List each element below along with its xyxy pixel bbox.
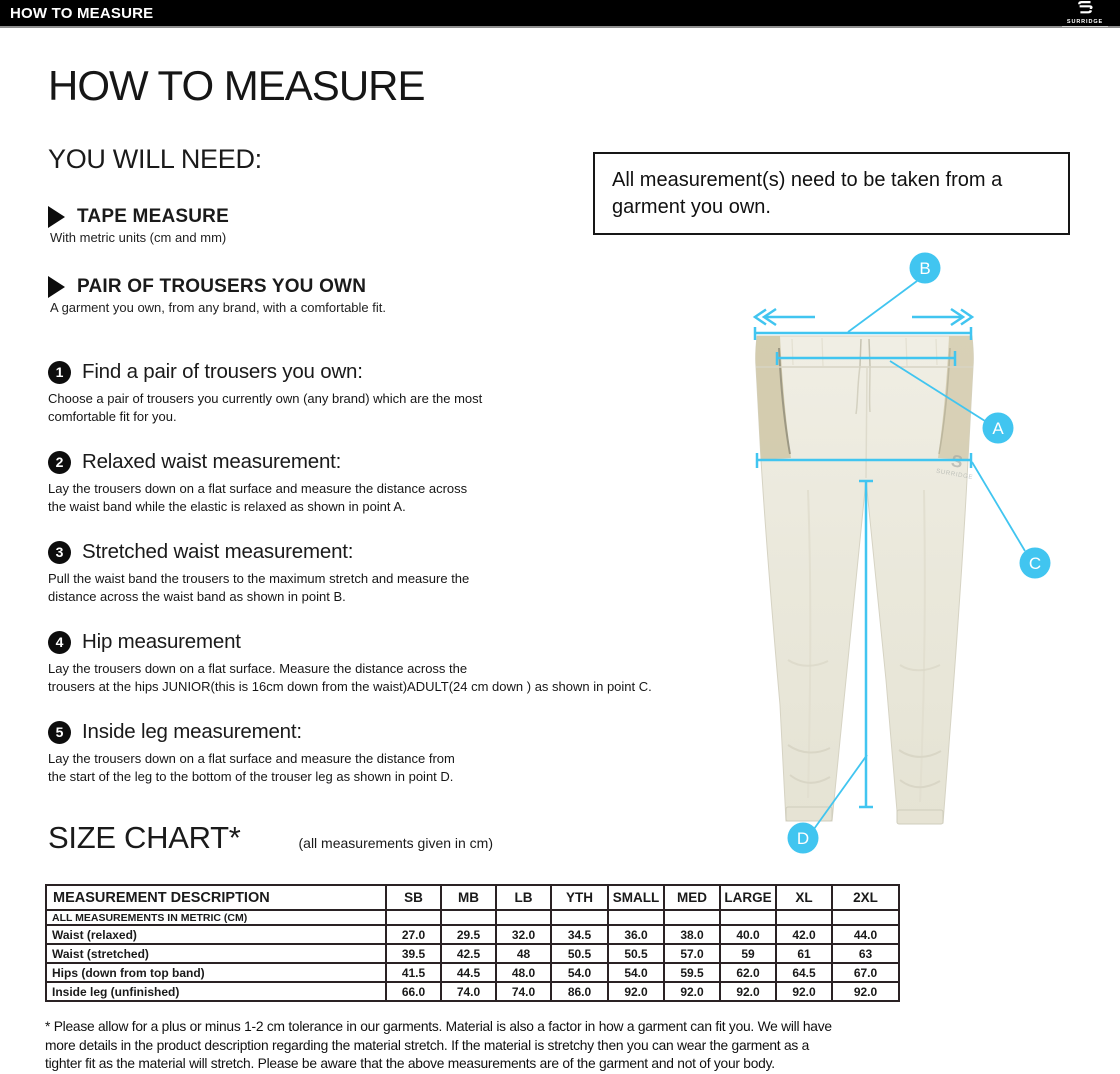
row-label: Inside leg (unfinished) (46, 982, 386, 1001)
table-cell: 63 (832, 944, 899, 963)
table-cell: 59.5 (664, 963, 720, 982)
need-item-label: TAPE MEASURE (77, 206, 229, 227)
label-d: D (796, 829, 810, 848)
step-body-line: trousers at the hips JUNIOR(this is 16cm down from the waist)ADULT(24 cm down ) as shown in point C. (48, 679, 652, 695)
table-cell: 42.5 (441, 944, 496, 963)
footnote-line: * Please allow for a plus or minus 1-2 cm tolerance in our garments. Material is also a factor in how a garment can fit you. We will have (45, 1019, 832, 1034)
table-metric-row (46, 910, 899, 925)
table-header-cell: SMALL (608, 885, 664, 910)
size-chart-note: (all measurements given in cm) (298, 835, 494, 851)
callout-box (593, 152, 1070, 235)
top-header-bar (0, 0, 1120, 28)
label-a: A (992, 419, 1004, 438)
table-cell: 74.0 (441, 982, 496, 1001)
surridge-logo-icon (1077, 1, 1094, 14)
play-triangle-icon (48, 276, 65, 298)
table-cell: 61 (776, 944, 832, 963)
need-item-description: With metric units (cm and mm) (50, 230, 227, 245)
step-body-line: comfortable fit for you. (48, 409, 177, 425)
table-cell: 92.0 (832, 982, 899, 1001)
table-row (46, 925, 899, 944)
table-cell-empty (664, 910, 720, 925)
table-cell: 74.0 (496, 982, 551, 1001)
step-3 (48, 540, 748, 630)
table-cell: 44.5 (441, 963, 496, 982)
table-header-cell: MED (664, 885, 720, 910)
step-title: Find a pair of trousers you own: (82, 360, 363, 383)
leader-line-b (848, 281, 917, 332)
step-title: Inside leg measurement: (82, 720, 302, 743)
need-item-label: PAIR OF TROUSERS YOU OWN (77, 276, 367, 297)
steps-section (48, 360, 748, 810)
table-cell: 62.0 (720, 963, 776, 982)
table-cell-empty (496, 910, 551, 925)
step-number-badge: 1 (48, 361, 71, 384)
trousers-diagram (700, 240, 1120, 872)
table-cell: 59 (720, 944, 776, 963)
size-table (45, 884, 900, 1002)
footnote-line: more details in the product description regarding the material stretch. If the material is stretchy then you can wear the garment as a (45, 1037, 810, 1053)
you-will-need-heading: YOU WILL NEED: (48, 144, 262, 174)
step-number-badge: 4 (48, 631, 71, 654)
size-chart-section (48, 820, 493, 856)
table-cell: 42.0 (776, 925, 832, 944)
table-header-cell: XL (776, 885, 832, 910)
table-header-cell: YTH (551, 885, 608, 910)
row-label: Waist (stretched) (46, 944, 386, 963)
brand-logo (1062, 1, 1108, 27)
row-label: Hips (down from top band) (46, 963, 386, 982)
topbar-title: HOW TO MEASURE (10, 5, 154, 22)
table-cell: 34.5 (551, 925, 608, 944)
step-4 (48, 630, 748, 720)
table-cell: 27.0 (386, 925, 441, 944)
table-cell: 67.0 (832, 963, 899, 982)
need-item-trousers (48, 276, 688, 315)
table-cell: 36.0 (608, 925, 664, 944)
step-number-badge: 2 (48, 451, 71, 474)
table-cell-empty (551, 910, 608, 925)
need-item-tape-measure (48, 206, 688, 245)
step-body-line: the waist band while the elastic is relaxed as shown in point A. (48, 499, 406, 515)
step-2 (48, 450, 748, 540)
leader-line-c (972, 462, 1025, 551)
table-cell: 48 (496, 944, 551, 963)
table-cell-empty (386, 910, 441, 925)
table-header-cell: MB (441, 885, 496, 910)
table-row (46, 982, 899, 1001)
table-cell: 29.5 (441, 925, 496, 944)
step-body-line: Pull the waist band the trousers to the maximum stretch and measure the (48, 571, 470, 586)
table-cell-empty (441, 910, 496, 925)
measurement-figure (700, 240, 1120, 872)
table-cell: 54.0 (608, 963, 664, 982)
table-row (46, 963, 899, 982)
step-5 (48, 720, 748, 810)
step-body-line: the start of the leg to the bottom of the trouser leg as shown in point D. (48, 769, 454, 785)
step-body-line: Lay the trousers down on a flat surface and measure the distance across (48, 481, 468, 496)
footnote (45, 1018, 1117, 1074)
size-chart-heading: SIZE CHART* (48, 820, 241, 855)
table-cell: 92.0 (664, 982, 720, 1001)
table-cell: 66.0 (386, 982, 441, 1001)
table-header-row (46, 885, 899, 910)
table-row (46, 944, 899, 963)
step-number-badge: 5 (48, 721, 71, 744)
metric-note-cell: ALL MEASUREMENTS IN METRIC (CM) (46, 910, 386, 925)
svg-text:S: S (949, 451, 965, 472)
step-number-badge: 3 (48, 541, 71, 564)
table-header-cell: SB (386, 885, 441, 910)
step-1 (48, 360, 748, 450)
step-title: Hip measurement (82, 630, 241, 653)
page-title: HOW TO MEASURE (48, 62, 425, 109)
table-cell: 44.0 (832, 925, 899, 944)
need-item-description: A garment you own, from any brand, with a comfortable fit. (50, 300, 386, 315)
table-cell: 32.0 (496, 925, 551, 944)
table-header-cell: 2XL (832, 885, 899, 910)
table-cell: 57.0 (664, 944, 720, 963)
step-body-line: Lay the trousers down on a flat surface. Measure the distance across the (48, 661, 468, 676)
table-header-cell: MEASUREMENT DESCRIPTION (46, 885, 386, 910)
table-cell: 64.5 (776, 963, 832, 982)
table-cell: 86.0 (551, 982, 608, 1001)
you-will-need-section (48, 144, 688, 315)
table-cell: 54.0 (551, 963, 608, 982)
table-cell: 48.0 (496, 963, 551, 982)
table-cell: 40.0 (720, 925, 776, 944)
table-cell: 50.5 (608, 944, 664, 963)
step-body-line: Lay the trousers down on a flat surface and measure the distance from (48, 751, 455, 766)
play-triangle-icon (48, 206, 65, 228)
table-cell-empty (608, 910, 664, 925)
row-label: Waist (relaxed) (46, 925, 386, 944)
table-cell: 92.0 (608, 982, 664, 1001)
table-cell: 41.5 (386, 963, 441, 982)
step-title: Relaxed waist measurement: (82, 450, 342, 473)
table-cell-empty (832, 910, 899, 925)
label-c: C (1028, 554, 1042, 573)
table-cell: 38.0 (664, 925, 720, 944)
table-cell-empty (720, 910, 776, 925)
table-header-cell: LARGE (720, 885, 776, 910)
table-cell: 50.5 (551, 944, 608, 963)
svg-text:SURRIDGE: SURRIDGE (935, 467, 974, 482)
table-cell: 39.5 (386, 944, 441, 963)
brand-name: SURRIDGE (1062, 19, 1108, 27)
size-table-wrap (45, 884, 900, 1002)
table-cell: 92.0 (776, 982, 832, 1001)
label-b: B (919, 259, 931, 278)
step-body-line: distance across the waist band as shown in point B. (48, 589, 346, 605)
step-title: Stretched waist measurement: (82, 540, 354, 563)
callout-text: All measurement(s) need to be taken from a garment you own. (612, 169, 1003, 218)
table-cell: 92.0 (720, 982, 776, 1001)
table-header-cell: LB (496, 885, 551, 910)
footnote-line: tighter fit as the material will stretch. Please be aware that the above measurements are of the garment and not of your body. (45, 1056, 775, 1071)
step-body-line: Choose a pair of trousers you currently own (any brand) which are the most (48, 391, 483, 406)
table-cell-empty (776, 910, 832, 925)
